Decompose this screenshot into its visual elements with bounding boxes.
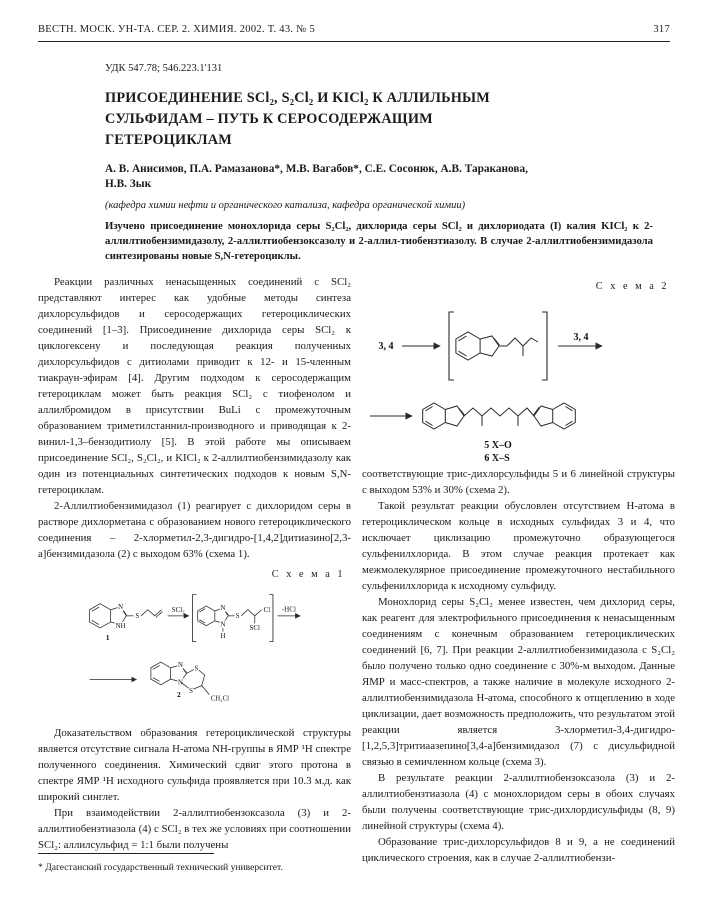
title-line: ПРИСОЕДИНЕНИЕ SCl₂, S₂Cl₂ И KICl₂ К АЛЛИЛЬНЫМ	[105, 90, 490, 106]
paragraph: 2-Аллилтиобензимидазол (1) реагирует с дихлоридом серы в растворе дихлорметана с образованием нового гетероциклического соединения – 2-хлорметил-2,3-дигидро-[1,4,2]дитиазино[2,3-а]бензимидазола (2) с выходом 63% (схема 1).	[38, 500, 351, 561]
scheme1-label: С х е м а 1	[271, 569, 345, 581]
n-atom-label: N	[178, 662, 183, 670]
n-atom-label: N	[178, 679, 183, 687]
front-matter	[105, 63, 653, 263]
scheme2-label: С х е м а 2	[595, 281, 669, 293]
header-rule	[38, 41, 670, 42]
s-atom-label: S	[194, 665, 199, 673]
authors	[105, 162, 625, 192]
nh-atom-label: NH	[115, 623, 126, 631]
reactants-label: 3, 4	[573, 332, 589, 344]
ch2cl-group-label: CH₂Cl	[210, 696, 230, 704]
reactants-label: 3, 4	[378, 341, 394, 353]
reagent-minus-hcl: -HCl	[281, 605, 296, 614]
scheme2-figure	[362, 296, 675, 466]
left-column	[38, 274, 351, 888]
scheme2-row2-product	[370, 403, 575, 464]
page-number: 317	[653, 24, 670, 35]
footnote-rule	[38, 853, 214, 854]
reaction-arrow-minus-hcl	[278, 606, 301, 617]
cl-atom-label: Cl	[263, 607, 271, 615]
article-title	[105, 88, 653, 151]
paragraph: Монохлорид серы S₂Cl₂ менее известен, чем дихлорид серы, как реагент для электрофильного присоединения к ненасыщенным соединениям с конечным образованием гетероциклических соединений [6, 7]. При реакции 2-аллилтиобензимидазола с S₂Cl₂ было получено только одно соединение с 30%-м выходом. Данные ЯМР и масс-спектров, а также наличие в молекуле исходного 2-аллилтиобензимидазола Н-атома, способного к отщеплению в ходе циклизации, дает возможность предположить, что результатом этой реакции является 3-хлорметил-3,4-дигидро-[1,2,5,3]тритиаазепино[3,4-а]бензимидазол (7) с дисульфидной связью в семичленном кольце (схема 3).	[362, 596, 675, 769]
scheme2-row1	[379, 312, 603, 380]
structure-compound-1	[90, 604, 163, 642]
title-line: ГЕТЕРОЦИКЛАМ	[105, 132, 232, 148]
scheme1-figure	[38, 584, 351, 725]
footnote-block	[38, 853, 351, 888]
structure-intermediate	[193, 595, 273, 642]
running-head	[38, 24, 670, 35]
authors-line: А. В. Анисимов, П.А. Рамазанова*, М.В. Вагабов*, С.Е. Сосонюк, А.В. Тараканова,	[105, 163, 528, 175]
s-atom-label: S	[189, 688, 193, 696]
paragraph: Такой результат реакции обусловлен отсутствием Н-атома в гетероциклическом кольце в исходных сульфидах 3 и 4, что исключает циклизацию промежуточно образующегося сульфенилхлорида. В этом случае реакция протекает как межмолекулярное присоединение промежуточного нестабильного сульфенилхлорида к исходному сульфиду.	[362, 500, 675, 593]
paragraph: При взаимодействии 2-аллилтиобензоксазола (3) и 2-аллилтиобензтиазола (4) с SCl₂ в тех же условиях при соотношении SCl₂: аллилсульфид = 1:1 были получены	[38, 807, 351, 852]
title-line: СУЛЬФИДАМ – ПУТЬ К СЕРОСОДЕРЖАЩИМ	[105, 111, 433, 127]
paragraph: соответствующие трис-дихлорсульфиды 5 и 6 линейной структуры с выходом 53% и 30% (схема 2).	[362, 468, 675, 497]
reagent-scl2: SCl₂	[171, 606, 185, 615]
journal-citation: ВЕСТН. МОСК. УН-ТА. СЕР. 2. ХИМИЯ. 2002. Т. 43. № 5	[38, 24, 316, 35]
variant-5-label: 5 X–O	[484, 440, 512, 452]
udc-code: УДК 547.78; 546.223.1'131	[105, 63, 223, 74]
compound-number: 2	[177, 690, 181, 700]
scl-group-label: SCl	[249, 625, 260, 633]
two-column-body	[38, 274, 675, 888]
h-atom-label: H	[220, 633, 226, 641]
paragraph: В результате реакции 2-аллилтиобензоксазола (3) и 2-аллилтиобензтиазола (4) с монохлоридом серы в обоих случаях были получены соответствующие трис-дихлордисульфиды (8, 9) линейной структуры (схема 4).	[362, 772, 675, 833]
paragraph: Образование трис-дихлорсульфидов 8 и 9, а не соединений циклического строения, как в случае 2-аллилтиобензи-	[362, 836, 675, 865]
authors-line: Н.В. Зык	[105, 178, 152, 190]
compound-number: 1	[105, 633, 110, 643]
footnote: * Дагестанский государственный технический университет.	[38, 862, 283, 874]
n-atom-label: N	[220, 605, 226, 613]
paragraph: Реакции различных ненасыщенных соединений с SCl₂ представляют интерес как удобные методы синтеза дихлорсульфидов и серосодержащих гетероциклических соединений [1–3]. Присоединение дихлорида серы SCl₂ к циклогексену и последующая реакция полученных дихлорсульфидов с дитиолами приводит к 12- и 15-членным тиакраун-эфирам [4]. Другим подходом к серосодержащим гетероциклам может быть реакция SCl₂ с тиофенолом и аллилбромидом в присутствии BuLi с промежуточным образованием триметилстаннил-производного и приводящая к 2-винил-1,3–бензодитиолу [5]. В этой работе мы описываем присоединение SCl₂, S₂Cl₂, и KICl₂ к 2-аллилтиобензимидазолу как один из потенциальных синтетических подходов к новым S,N-гетероциклам.	[38, 276, 351, 497]
n-atom-label: N	[220, 621, 226, 629]
reaction-arrow-scl2	[168, 606, 189, 616]
affiliation: (кафедра химии нефти и органического катализа, кафедра органической химии)	[105, 200, 466, 211]
structure-compound-2	[90, 662, 230, 703]
abstract: Изучено присоединение монохлорида серы S₂Cl₂, дихлорида серы SCl₂ и дихлориодата (I) калия KICl₂ к 2-аллилтиобензимидазолу, 2-аллилтиобензоксазолу и 2-аллил-тиобензтиазолу. В случае 2-аллилтиобензимидазола синтезированы новые S,N-гетероциклы.	[105, 220, 653, 262]
s-atom-label: S	[135, 613, 140, 621]
paragraph: Доказательством образования гетероциклической структуры является отсутствие сигнала Н-атома NH-группы в ЯМР ¹Н спектре полученного соединения. Химический сдвиг этого протона в спектре ЯМР ¹Н исходного сульфида проявляется при 10.3 м.д. как широкий синглет.	[38, 727, 351, 804]
right-column	[362, 274, 675, 888]
n-atom-label: N	[118, 604, 124, 612]
s-atom-label: S	[235, 613, 240, 621]
variant-6-label: 6 X–S	[484, 453, 510, 465]
